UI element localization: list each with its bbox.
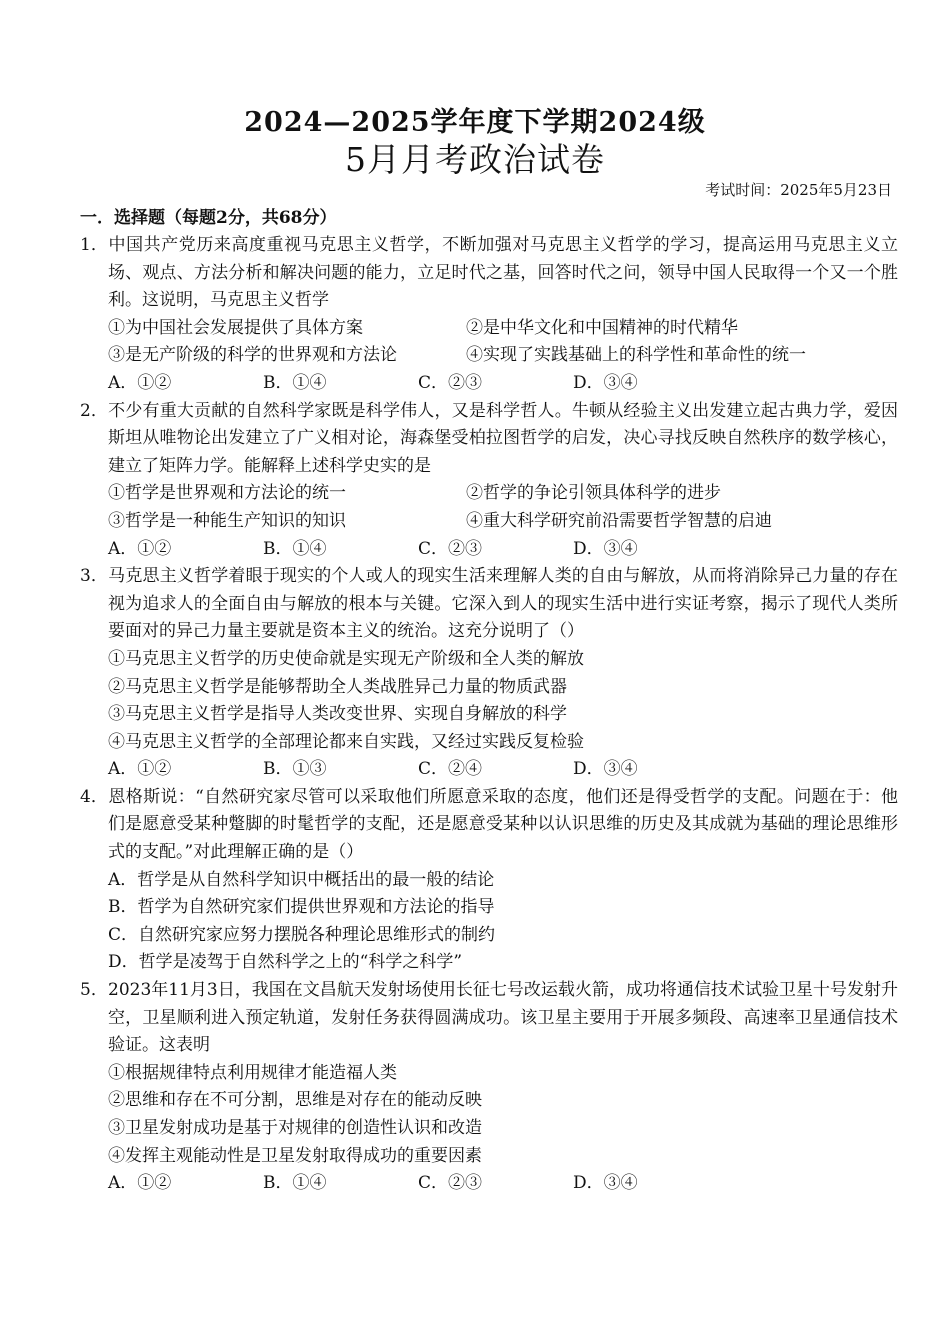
question-2 xyxy=(80,398,898,564)
option-statement: ④实现了实践基础上的科学性和革命性的统一 xyxy=(466,345,806,366)
answer-choice-c: C．②③ xyxy=(418,538,483,559)
question-stem: 马克思主义哲学着眼于现实的个人或人的现实生活来理解人类的自由与解放，从而将消除异己力量的存在视为追求人的全面自由与解放的根本与关键。它深入到人的现实生活中进行实证考察，揭示了现代人类所要面对的异己力量主要就是资本主义的统治。这充分说明了（） xyxy=(108,566,898,642)
option-statement: ②是中华文化和中国精神的时代精华 xyxy=(466,317,738,338)
answer-choice-c: C．②③ xyxy=(418,1173,483,1194)
option-statement: ①马克思主义哲学的历史使命就是实现无产阶级和全人类的解放 xyxy=(108,648,584,669)
answer-choice-c: C．②③ xyxy=(418,372,483,393)
question-stem: 不少有重大贡献的自然科学家既是科学伟人，又是科学哲人。牛顿从经验主义出发建立起古典力学，爱因斯坦从唯物论出发建立了广义相对论，海森堡受柏拉图哲学的启发，决心寻找反映自然秩序的数学核心，建立了矩阵力学。能解释上述科学史实的是 xyxy=(108,400,898,476)
question-1 xyxy=(80,232,898,398)
answer-choice-c: C．②④ xyxy=(418,759,483,780)
answer-choices xyxy=(80,370,898,398)
question-number: 5． xyxy=(80,980,108,1001)
answer-choice-b: B．哲学为自然研究家们提供世界观和方法论的指导 xyxy=(108,897,495,918)
option-statement: ③是无产阶级的科学的世界观和方法论 xyxy=(108,345,397,366)
answer-choice-b: B．①③ xyxy=(263,759,327,780)
question-number: 4． xyxy=(80,786,108,807)
answer-choices xyxy=(80,1170,898,1198)
answer-choice-d: D．③④ xyxy=(573,759,638,780)
question-options xyxy=(80,315,898,370)
option-statement: ②哲学的争论引领具体科学的进步 xyxy=(466,483,721,504)
exam-title-line1: 2024—2025学年度下学期2024级 xyxy=(244,107,706,138)
answer-choice-a: A．①② xyxy=(108,1173,172,1194)
option-statement: ④发挥主观能动性是卫星发射取得成功的重要因素 xyxy=(108,1145,482,1166)
question-stem: 中国共产党历来高度重视马克思主义哲学，不断加强对马克思主义哲学的学习，提高运用马克思主义立场、观点、方法分析和解决问题的能力，立足时代之基，回答时代之问，领导中国人民取得一个又一个胜利。这说明，马克思主义哲学 xyxy=(108,235,898,311)
answer-choice-d: D．③④ xyxy=(573,1173,638,1194)
question-stem: 2023年11月3日，我国在文昌航天发射场使用长征七号改运载火箭，成功将通信技术试验卫星十号发射升空，卫星顺利进入预定轨道，发射任务获得圆满成功。该卫星主要用于开展多频段、高速率卫星通信技术验证。这表明 xyxy=(108,980,898,1056)
option-statement: ④重大科学研究前沿需要哲学智慧的启迪 xyxy=(466,510,772,531)
section-title: 一．选择题（每题2分，共68分） xyxy=(80,208,337,228)
option-statement: ①哲学是世界观和方法论的统一 xyxy=(108,483,346,504)
exam-time: 考试时间：2025年5月23日 xyxy=(705,181,892,199)
question-number: 2． xyxy=(80,400,108,421)
question-stem: 恩格斯说：“自然研究家尽管可以采取他们所愿意采取的态度，他们还是得受哲学的支配。问题在于：他们是愿意受某种蹩脚的时髦哲学的支配，还是愿意受某种以认识思维的历史及其成就为基础的理论思维形式的支配。”对此理解正确的是（） xyxy=(108,786,898,863)
answer-choice-d: D．③④ xyxy=(573,372,638,393)
option-statement: ①根据规律特点利用规律才能造福人类 xyxy=(108,1062,397,1083)
answer-choices xyxy=(80,756,898,784)
question-3 xyxy=(80,563,898,784)
answer-choice-a: A．①② xyxy=(108,372,172,393)
option-statement: ②马克思主义哲学是能够帮助全人类战胜异己力量的物质武器 xyxy=(108,676,567,697)
answer-choice-d: D．③④ xyxy=(573,538,638,559)
answer-choice-d: D．哲学是凌驾于自然科学之上的“科学之科学” xyxy=(108,952,463,973)
option-statement: ③哲学是一种能生产知识的知识 xyxy=(108,510,346,531)
answer-choice-a: A．①② xyxy=(108,538,172,559)
option-statement: ②思维和存在不可分割，思维是对存在的能动反映 xyxy=(108,1090,482,1111)
question-list xyxy=(80,232,898,1198)
answer-choices xyxy=(80,536,898,564)
answer-choice-b: B．①④ xyxy=(263,1173,327,1194)
option-statement: ①为中国社会发展提供了具体方案 xyxy=(108,317,363,338)
question-number: 1． xyxy=(80,235,108,255)
answer-choice-a: A．哲学是从自然科学知识中概括出的最一般的结论 xyxy=(108,869,495,890)
question-5 xyxy=(80,977,898,1198)
answer-choice-b: B．①④ xyxy=(263,372,327,393)
question-options xyxy=(80,480,898,535)
option-statement: ④马克思主义哲学的全部理论都来自实践，又经过实践反复检验 xyxy=(108,731,584,752)
option-statement: ③马克思主义哲学是指导人类改变世界、实现自身解放的科学 xyxy=(108,704,567,725)
exam-title-line2: 5月月考政治试卷 xyxy=(345,140,605,179)
answer-choice-a: A．①② xyxy=(108,759,172,780)
question-4 xyxy=(80,784,898,977)
question-number: 3． xyxy=(80,566,108,587)
answer-choice-b: B．①④ xyxy=(263,538,327,559)
answer-choice-c: C．自然研究家应努力摆脱各种理论思维形式的制约 xyxy=(108,924,496,945)
option-statement: ③卫星发射成功是基于对规律的创造性认识和改造 xyxy=(108,1118,482,1138)
